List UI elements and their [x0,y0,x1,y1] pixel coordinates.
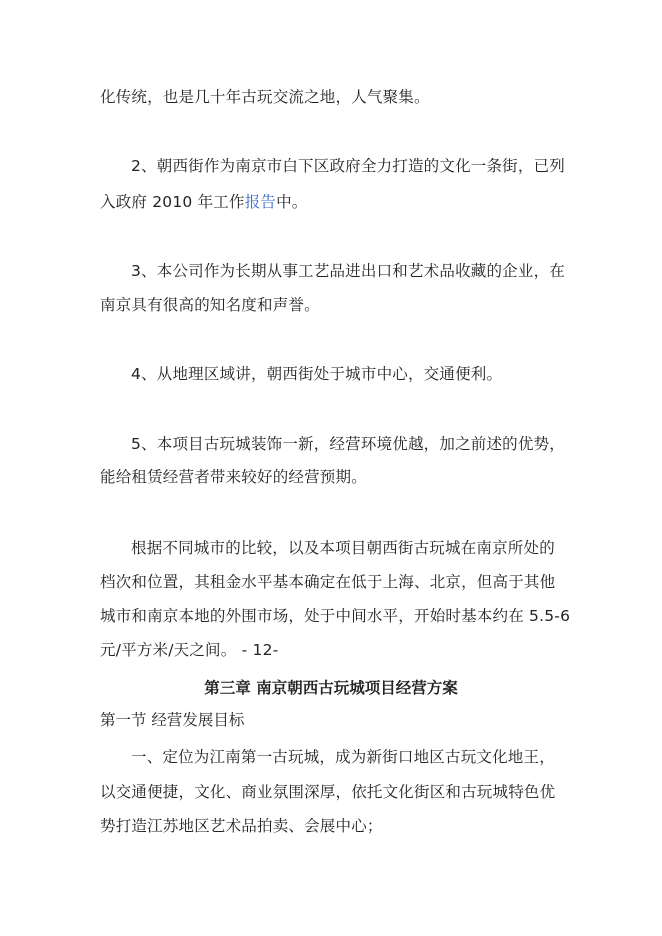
rent-paragraph-line-2: 档次和位置，其租金水平基本确定在低于上海、北京，但高于其他 [100,573,556,591]
rent-paragraph-line-1: 根据不同城市的比较，以及本项目朝西街古玩城在南京所处的 [131,539,555,557]
section-title: 第一节 经营发展目标 [100,711,245,729]
rent-paragraph-line-4 [100,639,278,661]
item-2-line-2 [100,191,308,213]
goal-line-1: 一、定位为江南第一古玩城，成为新街口地区古玩文化地王， [131,748,555,766]
rent-paragraph-line-3: 城市和南京本地的外围市场，处于中间水平，开始时基本约在 5.5-6 [100,607,571,625]
goal-line-2: 以交通便捷，文化、商业氛围深厚，依托文化街区和古玩城特色优 [100,783,556,801]
item-3-line-1: 3、本公司作为长期从事工艺品进出口和艺术品收藏的企业，在 [131,262,565,280]
item-5-line-1: 5、本项目古玩城装饰一新，经营环境优越，加之前述的优势， [131,435,565,453]
item-4-line-1: 4、从地理区域讲，朝西街处于城市中心，交通便利。 [131,365,503,383]
rent-paragraph-line-4-text: 元/平方米/天之间。 [100,641,237,659]
goal-line-3: 势打造江苏地区艺术品拍卖、会展中心； [100,817,383,835]
report-link[interactable]: 报告 [244,193,277,211]
item-2-text-after-link: 中。 [276,193,308,211]
paragraph-continuation-line: 化传统，也是几十年古玩交流之地，人气聚集。 [100,88,430,106]
item-2-text-before-link: 入政府 2010 年工作 [100,193,245,211]
item-3-line-2: 南京具有很高的知名度和声誉。 [100,296,320,314]
item-5-line-2: 能给租赁经营者带来较好的经营预期。 [100,468,367,486]
page-number: - 12- [241,641,279,659]
item-2-line-1: 2、朝西街作为南京市白下区政府全力打造的文化一条街，已列 [131,157,565,175]
chapter-title: 第三章 南京朝西古玩城项目经营方案 [204,679,458,697]
